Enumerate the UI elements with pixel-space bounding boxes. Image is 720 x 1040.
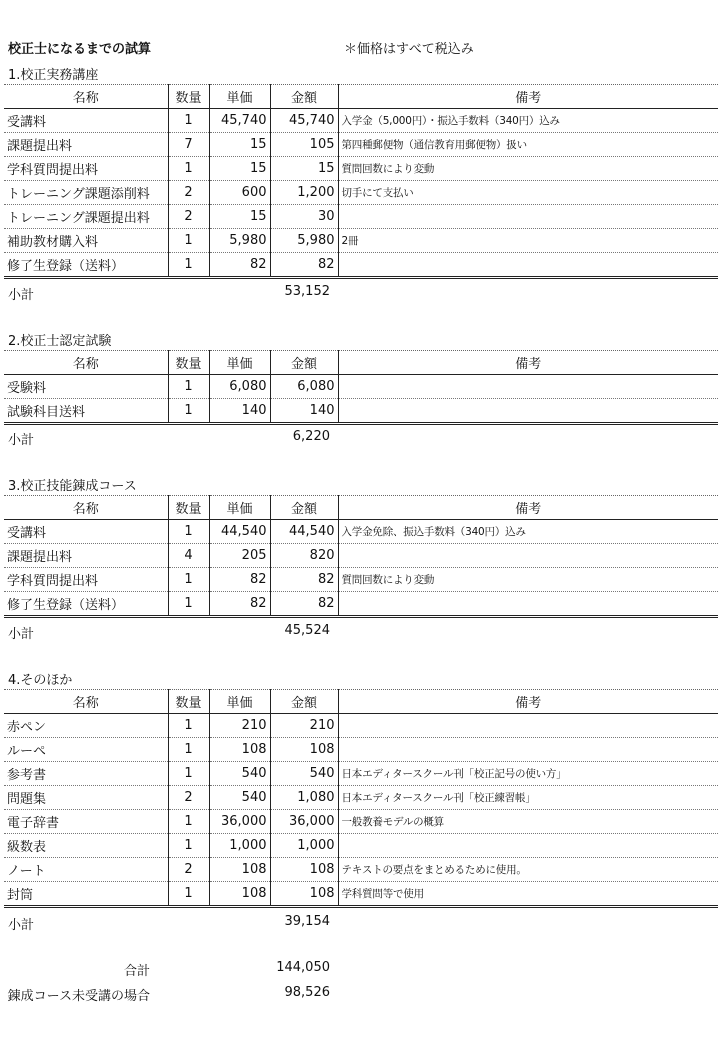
table-header-row <box>4 85 718 109</box>
cell-name: 封筒 <box>7 888 34 903</box>
cell-unit: 140 <box>209 399 270 424</box>
cell-name: 課題提出料 <box>7 550 73 565</box>
table-row <box>4 858 718 882</box>
cell-unit: 82 <box>209 568 270 592</box>
cell-remark: 切手にて支払い <box>338 181 718 205</box>
cell-remark: 質問回数により変動 <box>338 568 718 592</box>
cell-unit: 82 <box>209 592 270 617</box>
cell-amount: 540 <box>270 762 338 786</box>
subtotal-value: 45,524 <box>284 623 330 638</box>
column-header-unit: 単価 <box>209 351 270 375</box>
cell-amount: 108 <box>270 858 338 882</box>
cell-name: 修了生登録（送料） <box>7 259 125 274</box>
cell-remark <box>338 205 718 229</box>
cell-name: 学科質問提出料 <box>7 163 99 178</box>
table-row <box>4 205 718 229</box>
cell-qty: 1 <box>168 229 209 253</box>
cell-remark: 学科質問等で使用 <box>338 882 718 907</box>
cell-qty: 1 <box>168 738 209 762</box>
cell-remark <box>338 399 718 424</box>
grand-total-value: 144,050 <box>276 960 330 975</box>
cell-qty: 2 <box>168 181 209 205</box>
cell-remark <box>338 375 718 399</box>
cell-unit: 108 <box>209 882 270 907</box>
table-row <box>4 786 718 810</box>
cell-unit: 82 <box>209 253 270 278</box>
cell-name: 課題提出料 <box>7 139 73 154</box>
cell-amount: 108 <box>270 738 338 762</box>
column-header-name: 名称 <box>72 696 99 711</box>
cell-unit: 15 <box>209 205 270 229</box>
alt-total-label: 錬成コース未受講の場合 <box>7 989 150 1004</box>
cell-qty: 1 <box>168 834 209 858</box>
tax-note: ＊価格はすべて税込み <box>344 42 474 57</box>
cell-remark: 質問回数により変動 <box>338 157 718 181</box>
cell-amount: 1,000 <box>270 834 338 858</box>
cell-amount: 5,980 <box>270 229 338 253</box>
cell-name: 試験科目送料 <box>7 405 86 420</box>
cell-unit: 540 <box>209 762 270 786</box>
cell-qty: 1 <box>168 882 209 907</box>
subtotal-label: 小計 <box>8 433 35 448</box>
column-header-remark: 備考 <box>338 496 718 520</box>
subtotal-label: 小計 <box>8 288 35 303</box>
sheet-title: 校正士になるまでの試算 <box>8 42 152 57</box>
cell-amount: 1,200 <box>270 181 338 205</box>
table-row <box>4 834 718 858</box>
grand-total-label: 合計 <box>123 964 150 979</box>
cell-name: 参考書 <box>7 768 47 783</box>
cell-name: 受講料 <box>7 526 47 541</box>
cell-unit: 108 <box>209 738 270 762</box>
cell-name: 赤ペン <box>7 720 47 735</box>
column-header-name: 名称 <box>72 502 99 517</box>
cell-name: トレーニング課題提出料 <box>7 211 150 226</box>
table-row <box>4 253 718 278</box>
cell-remark <box>338 592 718 617</box>
column-header-unit: 単価 <box>209 496 270 520</box>
cell-amount: 6,080 <box>270 375 338 399</box>
cell-qty: 2 <box>168 205 209 229</box>
cell-amount: 30 <box>270 205 338 229</box>
cell-unit: 1,000 <box>209 834 270 858</box>
cell-name: 受験料 <box>7 381 47 396</box>
table-row <box>4 714 718 738</box>
cell-remark: 日本エディタースクール刊「校正記号の使い方」 <box>338 762 718 786</box>
table-row <box>4 181 718 205</box>
cell-name: 級数表 <box>7 840 47 855</box>
cell-qty: 1 <box>168 568 209 592</box>
column-header-unit: 単価 <box>209 690 270 714</box>
cell-name: ノート <box>7 864 46 879</box>
cell-amount: 44,540 <box>270 520 338 544</box>
cell-qty: 1 <box>168 109 209 133</box>
table-row <box>4 738 718 762</box>
cell-unit: 15 <box>209 133 270 157</box>
column-header-qty: 数量 <box>168 496 209 520</box>
cell-amount: 82 <box>270 253 338 278</box>
cell-name: 受講料 <box>7 115 47 130</box>
cell-amount: 1,080 <box>270 786 338 810</box>
cost-table <box>4 495 718 618</box>
column-header-amount: 金額 <box>270 351 338 375</box>
section-heading: 3.校正技能錬成コース <box>8 479 137 494</box>
subtotal-value: 53,152 <box>284 284 330 299</box>
subtotal-value: 39,154 <box>284 914 330 929</box>
table-row <box>4 568 718 592</box>
cell-unit: 205 <box>209 544 270 568</box>
section-heading: 4.そのほか <box>8 673 73 688</box>
column-header-unit: 単価 <box>209 85 270 109</box>
cell-amount: 820 <box>270 544 338 568</box>
column-header-remark: 備考 <box>338 690 718 714</box>
cell-qty: 1 <box>168 157 209 181</box>
cell-remark: 第四種郵便物（通信教育用郵便物）扱い <box>338 133 718 157</box>
cell-amount: 82 <box>270 592 338 617</box>
table-row <box>4 520 718 544</box>
cell-remark <box>338 834 718 858</box>
table-row <box>4 375 718 399</box>
table-row <box>4 592 718 617</box>
section-heading: 1.校正実務講座 <box>8 68 99 83</box>
column-header-amount: 金額 <box>270 690 338 714</box>
section-heading: 2.校正士認定試験 <box>8 334 112 349</box>
cell-remark: 一般教養モデルの概算 <box>338 810 718 834</box>
table-row <box>4 810 718 834</box>
cell-qty: 1 <box>168 762 209 786</box>
cell-qty: 1 <box>168 714 209 738</box>
cell-unit: 36,000 <box>209 810 270 834</box>
cell-name: 問題集 <box>7 792 47 807</box>
cell-amount: 140 <box>270 399 338 424</box>
cell-amount: 82 <box>270 568 338 592</box>
column-header-name: 名称 <box>72 357 99 372</box>
table-header-row <box>4 690 718 714</box>
cost-table <box>4 84 718 279</box>
cell-qty: 1 <box>168 520 209 544</box>
table-row <box>4 544 718 568</box>
table-row <box>4 399 718 424</box>
cell-unit: 15 <box>209 157 270 181</box>
cell-qty: 7 <box>168 133 209 157</box>
cell-amount: 45,740 <box>270 109 338 133</box>
cell-remark: 入学金免除、振込手数料（340円）込み <box>338 520 718 544</box>
column-header-amount: 金額 <box>270 496 338 520</box>
cell-qty: 1 <box>168 399 209 424</box>
cell-remark <box>338 253 718 278</box>
cell-remark: テキストの要点をまとめるために使用。 <box>338 858 718 882</box>
cell-qty: 1 <box>168 375 209 399</box>
column-header-name: 名称 <box>72 91 99 106</box>
cell-name: 補助教材購入料 <box>7 235 99 250</box>
cell-remark <box>338 738 718 762</box>
cell-qty: 1 <box>168 810 209 834</box>
cell-remark: 日本エディタースクール刊「校正練習帳」 <box>338 786 718 810</box>
column-header-amount: 金額 <box>270 85 338 109</box>
cell-unit: 44,540 <box>209 520 270 544</box>
cell-remark: 2冊 <box>338 229 718 253</box>
cell-qty: 1 <box>168 253 209 278</box>
column-header-remark: 備考 <box>338 85 718 109</box>
cell-unit: 5,980 <box>209 229 270 253</box>
column-header-qty: 数量 <box>168 85 209 109</box>
cell-qty: 2 <box>168 786 209 810</box>
column-header-remark: 備考 <box>338 351 718 375</box>
cell-amount: 36,000 <box>270 810 338 834</box>
table-header-row <box>4 351 718 375</box>
cell-unit: 6,080 <box>209 375 270 399</box>
cell-unit: 45,740 <box>209 109 270 133</box>
cell-remark <box>338 544 718 568</box>
table-header-row <box>4 496 718 520</box>
cell-name: 学科質問提出料 <box>7 574 99 589</box>
cell-unit: 600 <box>209 181 270 205</box>
cell-qty: 1 <box>168 592 209 617</box>
cell-name: トレーニング課題添削料 <box>7 187 150 202</box>
table-row <box>4 157 718 181</box>
cell-amount: 105 <box>270 133 338 157</box>
table-row <box>4 229 718 253</box>
cell-qty: 2 <box>168 858 209 882</box>
cost-table <box>4 689 718 908</box>
cell-amount: 108 <box>270 882 338 907</box>
cell-amount: 210 <box>270 714 338 738</box>
subtotal-label: 小計 <box>8 918 35 933</box>
table-row <box>4 109 718 133</box>
alt-total-value: 98,526 <box>284 985 330 1000</box>
column-header-qty: 数量 <box>168 690 209 714</box>
table-row <box>4 133 718 157</box>
table-row <box>4 762 718 786</box>
table-row <box>4 882 718 907</box>
cell-name: 修了生登録（送料） <box>7 598 125 613</box>
cell-qty: 4 <box>168 544 209 568</box>
subtotal-value: 6,220 <box>292 429 330 444</box>
cell-name: ルーペ <box>7 744 47 759</box>
cell-remark <box>338 714 718 738</box>
cell-unit: 210 <box>209 714 270 738</box>
cell-amount: 15 <box>270 157 338 181</box>
cell-unit: 540 <box>209 786 270 810</box>
cell-unit: 108 <box>209 858 270 882</box>
cell-name: 電子辞書 <box>7 816 60 831</box>
column-header-qty: 数量 <box>168 351 209 375</box>
subtotal-label: 小計 <box>8 627 35 642</box>
cell-remark: 入学金（5,000円）・振込手数料（340円）込み <box>338 109 718 133</box>
cost-table <box>4 350 718 425</box>
